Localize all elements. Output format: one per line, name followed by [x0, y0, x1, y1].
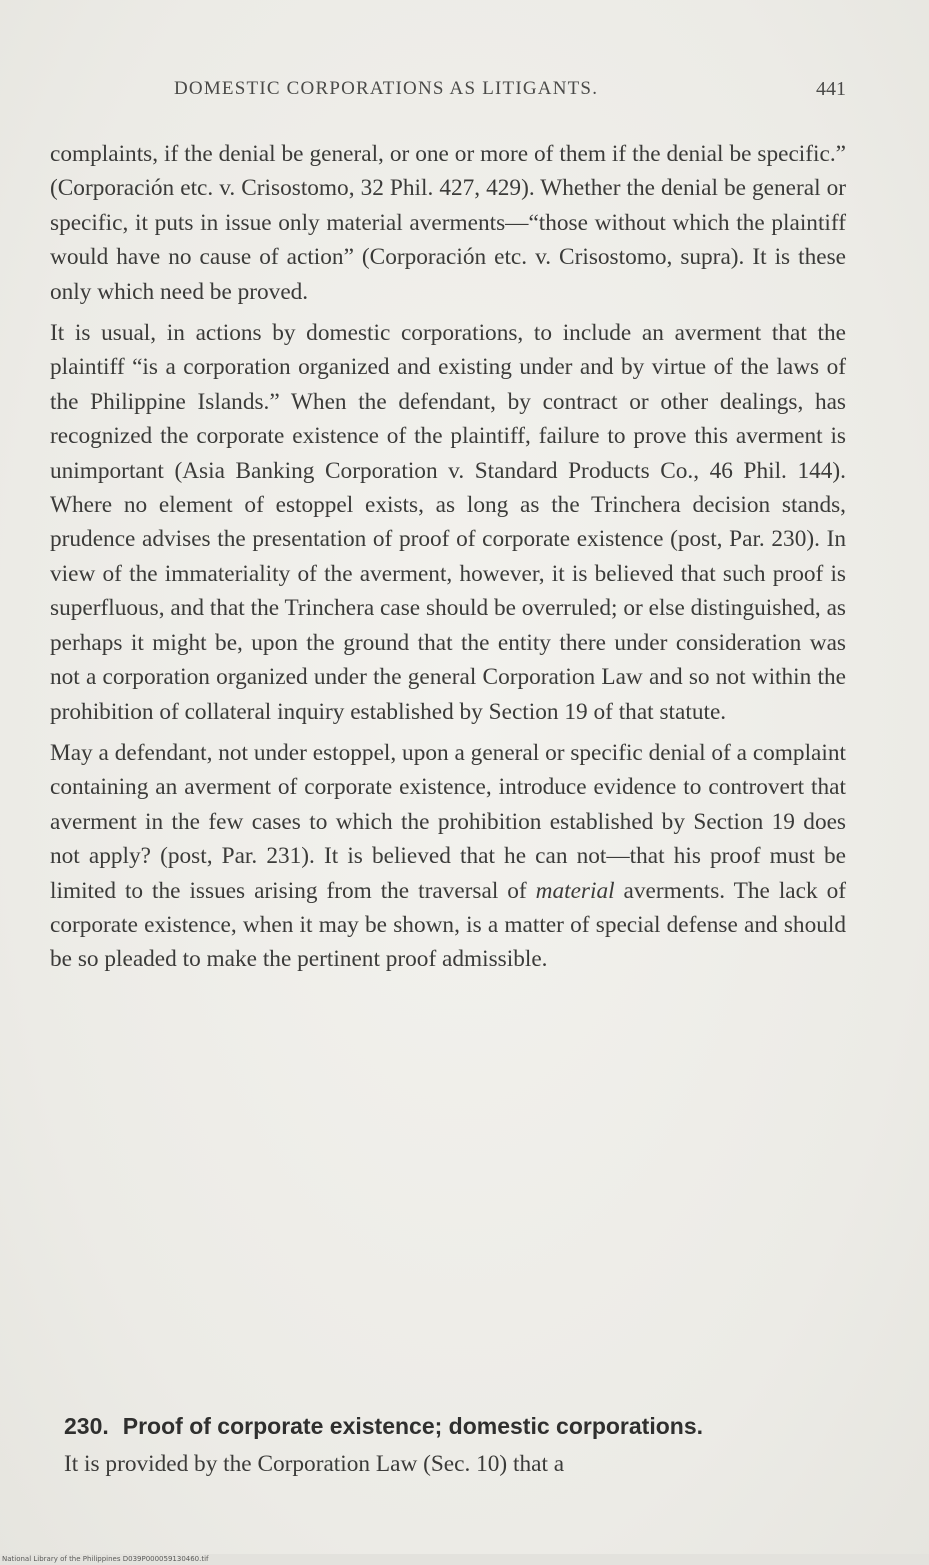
italic-emphasis: material [535, 877, 615, 904]
section-230 [64, 1409, 846, 1481]
running-title: DOMESTIC CORPORATIONS AS LITIGANTS. [174, 78, 599, 99]
body-text [50, 137, 846, 977]
section-title: Proof of corporate existence; domestic corporations. [122, 1413, 703, 1439]
paragraph-text: averments. The lack of corporate existence, when it may be shown, is a matter of special defense and should be so pleaded to make the pertinent proof admissible. [50, 877, 846, 973]
section-body-text: It is provided by the Corporation Law (Sec. 10) that a [64, 1451, 565, 1477]
paragraph-text: complaints, if the denial be general, or one or more of them if the denial be specific.” (Corporación etc. v. Crisostomo, 32 Phil. 427, 429). Whether the denial be general or specific, it puts in issue only material averments—“those without which the plaintiff would have no cause of action” (Corporación etc. v. Crisostomo, supra). It is these only which need be proved. [50, 141, 846, 305]
paragraph-text: May a defendant, not under estoppel, upon a general or specific denial of a complaint containing an averment of corporate existence, introduce evidence to controvert that averment in the few cases to which the prohibition established by Section 19 does not apply? (post, Par. 231). It is believed that he can not—that his proof must be limited to the issues arising from the traversal of [50, 739, 846, 904]
paragraph-text: It is usual, in actions by domestic corporations, to include an averment that the plaintiff “is a corporation organized and existing under and by virtue of the laws of the Philippine Islands.” When the defendant, by contract or other dealings, has recognized the corporate existence of the plaintiff, failure to prove this averment is unimportant (Asia Banking Corporation v. Standard Products Co., 46 Phil. 144). Where no element of estoppel exists, as long as the Trinchera decision stands, prudence advises the presentation of proof of corporate existence (post, Par. 230). In view of the immateriality of the averment, however, it is believed that such proof is superfluous, and that the Trinchera case should be overruled; or else distinguished, as perhaps it might be, upon the ground that the entity there under consideration was not a corporation organized under the general Corporation Law and so not within the prohibition of collateral inquiry established by Section 19 of that statute. [50, 320, 846, 725]
paragraph-1 [50, 137, 846, 309]
section-number: 230. [64, 1413, 109, 1439]
section-heading [64, 1409, 846, 1443]
page-header [50, 78, 846, 112]
scan-credit: National Library of the Philippines D039P000059130460.tif [2, 1555, 209, 1563]
page-number: 441 [816, 78, 846, 100]
paragraph-2 [50, 316, 846, 729]
paragraph-3 [50, 736, 846, 977]
